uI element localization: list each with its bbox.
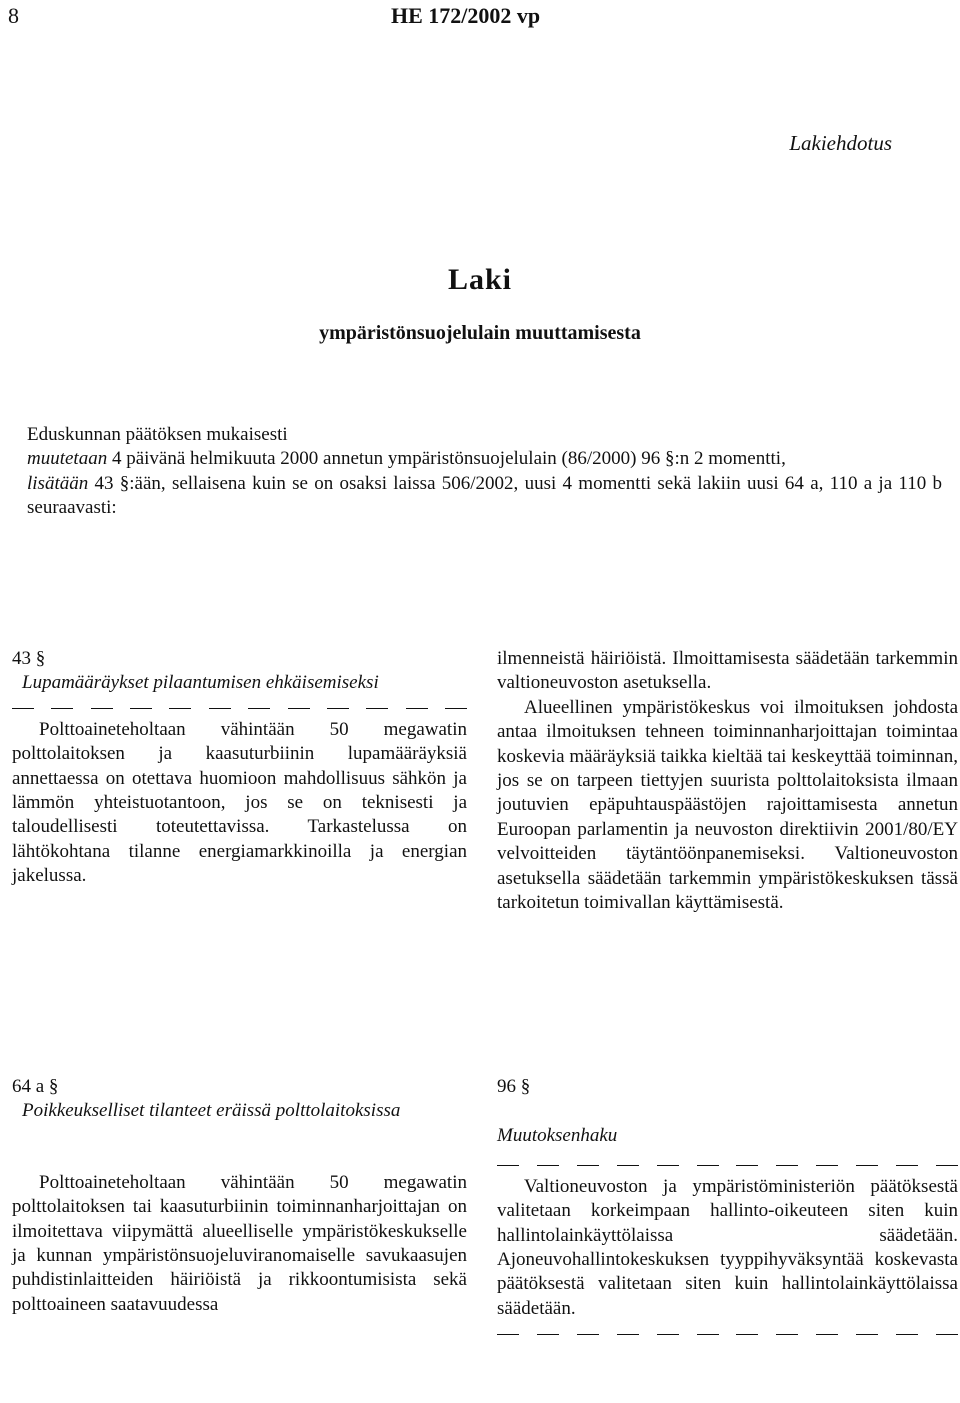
section-96	[497, 1075, 958, 1343]
section-title: Lupamääräykset pilaantumisen ehkäisemiseksi	[22, 672, 379, 694]
intro-line: Eduskunnan päätöksen mukaisesti	[27, 424, 288, 445]
section-paragraph: Alueellinen ympäristökeskus voi ilmoituksen johdosta antaa ilmoituksen tehneen toiminnanharjoittajan toimintaa koskevia määräyksiä taikka kieltää tai keskeyttää toiminnan, jos se on tarpeen tiettyjen suurista polttolaitoksista ilmaan joutuvien epäpuhtauspäästöjen rajoittamisesta annetun Euroopan parlamentin ja neuvoston direktiivin 2001/80/EY velvoitteiden täytäntöönpanemiseksi. Valtioneuvoston asetuksella säädetään tarkemmin ympäristökeskuksen tässä tarkoitetun toimivallan käyttämisestä.	[497, 696, 958, 914]
section-number: 64 a §	[12, 1076, 59, 1097]
amend-verb: muutetaan	[27, 448, 108, 470]
section-title: Muutoksenhaku	[497, 1125, 618, 1147]
section-43	[12, 647, 467, 889]
section-paragraph: Polttoaineteholtaan vähintään 50 megawatin polttolaitoksen ja kaasuturbiinin lupamääräyksiä annettaessa on otettava huomioon mahdollisuus sähkön ja lämmön yhteistuotantoon, jos se on teknisesti ja taloudellisesti toteutettavissa. Tarkastelussa on lähtökohtana tilanne energiamarkkinoilla ja energian jakelussa.	[12, 718, 467, 887]
omission-dashes	[497, 1159, 958, 1173]
proposal-label: Lakiehdotus	[789, 131, 892, 155]
enacting-clause	[27, 423, 942, 521]
section-64a-continuation	[497, 647, 958, 915]
amend-text: 4 päivänä helmikuuta 2000 annetun ympäristönsuojelulain (86/2000) 96 §:n 2 momentti,	[107, 448, 786, 470]
section-number: 43 §	[12, 648, 46, 669]
section-title: Poikkeukselliset tilanteet eräissä polttolaitoksissa	[22, 1100, 401, 1122]
document-id: HE 172/2002 vp	[391, 3, 541, 28]
omission-dashes	[12, 702, 467, 716]
section-paragraph: Valtioneuvoston ja ympäristöministeriön päätöksestä valitetaan korkeimpaan hallinto-oikeuteen siten kuin hallintolainkäyttölaissa säädetään. Ajoneuvohallintokeskuksen tyyppihyväksyntää koskevasta päätöksestä valitetaan siten kuin hallintolainkäyttölaissa säädetään.	[497, 1175, 958, 1319]
section-paragraph: ilmenneistä häiriöistä. Ilmoittamisesta säädetään tarkemmin valtioneuvoston asetuksella.	[497, 648, 958, 694]
add-text: 43 §:ään, sellaisena kuin se on osaksi laissa 506/2002, uusi 4 momentti sekä lakiin uusi 64 a, 110 a ja 110 b seuraavasti:	[27, 472, 942, 519]
law-title: Laki	[447, 263, 513, 296]
law-subtitle: ympäristönsuojelulain muuttamisesta	[319, 322, 641, 344]
section-paragraph: Polttoaineteholtaan vähintään 50 megawatin polttolaitoksen tai kaasuturbiinin toiminnanharjoittajan on ilmoitettava viipymättä alueelliselle ympäristökeskukselle ja kunnan ympäristönsuojeluviranomaiselle savukaasujen puhdistinlaitteiden häiriöistä ja rikkoontumisista sekä polttoaineen saatavuudessa	[12, 1171, 467, 1315]
add-verb: lisätään	[27, 472, 89, 494]
amend-clause	[27, 447, 942, 471]
section-64a	[12, 1075, 467, 1317]
add-clause	[27, 472, 942, 521]
omission-dashes	[497, 1327, 958, 1341]
page-number: 8	[8, 3, 19, 28]
section-number: 96 §	[497, 1076, 531, 1097]
